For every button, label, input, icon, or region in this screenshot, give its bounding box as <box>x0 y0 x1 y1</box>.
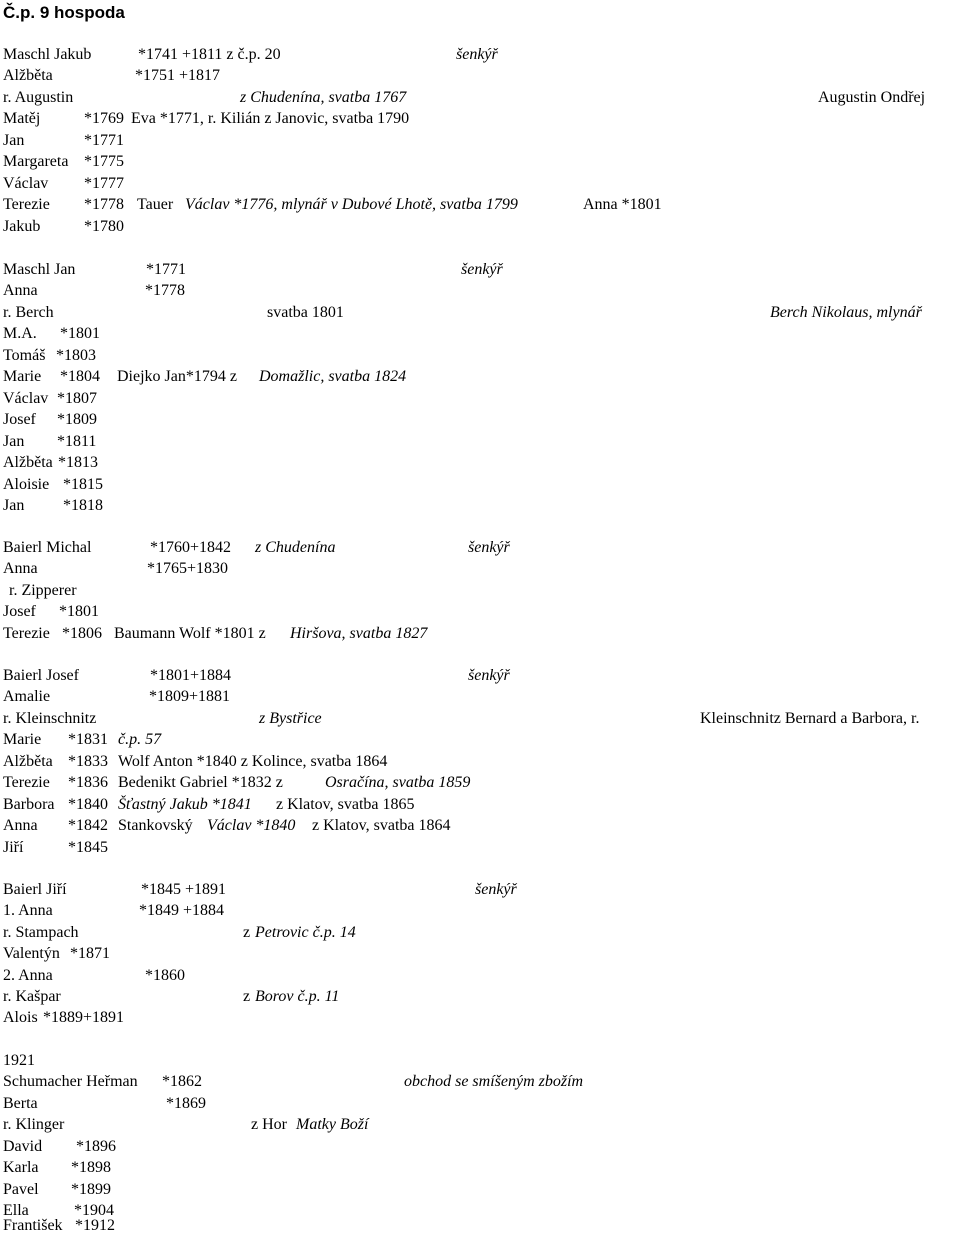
wife-name: 1. Anna <box>3 902 53 919</box>
head-occupation: šenkýř <box>468 539 510 556</box>
family-5-wife-2 <box>0 965 960 986</box>
child-name: Jan <box>3 132 25 149</box>
spouse-name: Baumann Wolf *1801 z <box>114 625 266 642</box>
family-3-wife <box>0 558 960 579</box>
child-row <box>0 837 960 858</box>
child-name: Alois <box>3 1009 38 1026</box>
child-row <box>0 729 960 750</box>
head-name: Maschl Jan <box>3 261 76 278</box>
child-birth: *1845 <box>68 839 108 856</box>
family-6-head <box>0 1071 960 1092</box>
head-dates: *1845 +1891 <box>141 881 227 898</box>
child-birth: *1811 <box>57 433 97 450</box>
wife-dates: *1765+1830 <box>147 560 229 577</box>
child-birth: *1831 <box>68 731 108 748</box>
child-row <box>0 751 960 772</box>
child-row <box>0 173 960 194</box>
child-birth: *1775 <box>84 153 124 170</box>
family-5-wife-1 <box>0 900 960 921</box>
maiden-origin: z Chudenína, svatba 1767 <box>240 89 407 106</box>
family-3-maiden <box>0 580 960 601</box>
child-name: František <box>3 1217 63 1234</box>
child-name: Václav <box>3 175 49 192</box>
child-row <box>0 323 960 344</box>
family-6-year <box>0 1050 960 1071</box>
head-dates: *1771 <box>146 261 186 278</box>
child-row <box>0 1157 960 1178</box>
spouse-detail: Václav *1776, mlynář v Dubové Lhotě, svatba 1799 <box>185 196 518 213</box>
child-name: Barbora <box>3 796 55 813</box>
child-name: Tomáš <box>3 347 46 364</box>
child-birth: *1804 <box>60 368 100 385</box>
spouse-name: Diejko Jan*1794 z <box>117 368 237 385</box>
child-row <box>0 151 960 172</box>
maiden-parents: Augustin Ondřej <box>818 89 926 106</box>
child-name: Václav <box>3 390 49 407</box>
spouse-detail: Hiršova, svatba 1827 <box>290 625 428 642</box>
head-name: Schumacher Heřman <box>3 1073 138 1090</box>
child-birth: *1801 <box>60 325 100 342</box>
child-birth: *1889+1891 <box>43 1009 125 1026</box>
child-birth: *1777 <box>84 175 124 192</box>
child-name: Marie <box>3 368 42 385</box>
wife-dates: *1809+1881 <box>149 688 231 705</box>
child-row <box>0 452 960 473</box>
child-name: Josef <box>3 411 36 428</box>
child-row <box>0 431 960 452</box>
child-name: Josef <box>3 603 36 620</box>
head-dates: *1862 <box>162 1073 202 1090</box>
child-name: Terezie <box>3 196 50 213</box>
maiden-name: r. Klinger <box>3 1116 65 1133</box>
child-birth: *1778 <box>84 196 124 213</box>
family-2-head <box>0 259 960 280</box>
family-1-wife <box>0 65 960 86</box>
child-birth: *1836 <box>68 774 108 791</box>
child-birth: *1813 <box>58 454 98 471</box>
child-name: Jakub <box>3 218 41 235</box>
child-row <box>0 1007 960 1028</box>
child-row <box>0 108 960 129</box>
head-dates: *1801+1884 <box>150 667 232 684</box>
child-birth: *1809 <box>57 411 97 428</box>
head-occupation: šenkýř <box>456 46 498 63</box>
maiden-name: r. Augustin <box>3 89 74 106</box>
head-name: Maschl Jakub <box>3 46 92 63</box>
family-1-maiden <box>0 87 960 108</box>
child-name: Jan <box>3 497 25 514</box>
maiden-name: r. Zipperer <box>9 582 77 599</box>
maiden-origin-prefix: z <box>243 988 251 1005</box>
child-row <box>0 1179 960 1200</box>
family-3-head <box>0 537 960 558</box>
child-birth: *1769 <box>84 110 124 127</box>
child-name: Karla <box>3 1159 39 1176</box>
wife-name: Amalie <box>3 688 51 705</box>
child-row <box>0 216 960 237</box>
head-name: Baierl Jiří <box>3 881 67 898</box>
child-row <box>0 474 960 495</box>
wife-name: Anna <box>3 282 38 299</box>
child-name: Terezie <box>3 625 50 642</box>
maiden-name: r. Stampach <box>3 924 79 941</box>
child-row <box>0 623 960 644</box>
child-birth: *1818 <box>63 497 103 514</box>
wife-name: Berta <box>3 1095 38 1112</box>
child-name: Jiří <box>3 839 24 856</box>
family-1-head <box>0 44 960 65</box>
year: 1921 <box>3 1052 35 1069</box>
child-name: Marie <box>3 731 42 748</box>
child-name: Anna <box>3 817 38 834</box>
family-2-maiden <box>0 302 960 323</box>
maiden-name: r. Berch <box>3 304 54 321</box>
head-name: Baierl Josef <box>3 667 79 684</box>
child-birth: *1833 <box>68 753 108 770</box>
family-6-wife <box>0 1093 960 1114</box>
spouse-name: Šťastný Jakub *1841 <box>118 796 252 813</box>
spouse-detail: z Klatov, svatba 1865 <box>276 796 415 813</box>
child-name: Matěj <box>3 110 41 127</box>
child-row <box>0 1215 960 1236</box>
child-note: Eva *1771, r. Kilián z Janovic, svatba 1790 <box>131 110 410 127</box>
head-occupation: šenkýř <box>475 881 517 898</box>
spouse-name: Bedenikt Gabriel *1832 z <box>118 774 283 791</box>
child-row <box>0 345 960 366</box>
wife-dates: *1849 +1884 <box>139 902 225 919</box>
maiden-parents: Berch Nikolaus, mlynář <box>770 304 922 321</box>
head-dates: *1741 +1811 z č.p. 20 <box>138 46 281 63</box>
wife-name: 2. Anna <box>3 967 53 984</box>
child-row <box>0 1136 960 1157</box>
child-name: Jan <box>3 433 25 450</box>
head-occupation: obchod se smíšeným zbožím <box>404 1073 584 1090</box>
page-title: Č.p. 9 hospoda <box>3 3 125 22</box>
child-birth: *1896 <box>76 1138 116 1155</box>
head-name: Baierl Michal <box>3 539 92 556</box>
wife-dates: *1751 +1817 <box>135 67 221 84</box>
wife-dates: *1869 <box>166 1095 206 1112</box>
wife-name: Alžběta <box>3 67 53 84</box>
child-birth: *1871 <box>70 945 110 962</box>
maiden-parents: Kleinschnitz Bernard a Barbora, r. <box>700 710 920 727</box>
child-name: Alžběta <box>3 454 53 471</box>
maiden-origin: Borov č.p. 11 <box>255 988 340 1005</box>
child-birth: *1801 <box>59 603 99 620</box>
family-2-wife <box>0 280 960 301</box>
child-birth: *1771 <box>84 132 124 149</box>
spouse-surname: Stankovský <box>118 817 193 834</box>
child-birth: *1899 <box>71 1181 111 1198</box>
child-row <box>0 815 960 836</box>
child-birth: *1904 <box>74 1202 114 1219</box>
child-birth: *1806 <box>62 625 102 642</box>
child-birth: *1898 <box>71 1159 111 1176</box>
child-birth: *1912 <box>75 1217 115 1234</box>
head-origin: z Chudenína <box>255 539 336 556</box>
child-address: č.p. 57 <box>118 731 162 748</box>
child-birth: *1815 <box>63 476 103 493</box>
maiden-origin-prefix: z <box>243 924 251 941</box>
wife-dates: *1778 <box>145 282 185 299</box>
family-4-head <box>0 665 960 686</box>
child-birth: *1780 <box>84 218 124 235</box>
maiden-origin: svatba 1801 <box>267 304 344 321</box>
spouse-detail: z Klatov, svatba 1864 <box>312 817 451 834</box>
maiden-origin: Matky Boží <box>296 1116 369 1133</box>
spouse-name: Wolf Anton *1840 z Kolince, svatba 1864 <box>118 753 388 770</box>
child-birth: *1803 <box>56 347 96 364</box>
child-name: Alžběta <box>3 753 53 770</box>
spouse-detail: Osračína, svatba 1859 <box>325 774 471 791</box>
spouse-name: Tauer <box>137 196 174 213</box>
maiden-origin: z Bystřice <box>259 710 322 727</box>
maiden-name: r. Kašpar <box>3 988 61 1005</box>
family-4-wife <box>0 686 960 707</box>
wife-name: Anna <box>3 560 38 577</box>
child-name: Ella <box>3 1202 29 1219</box>
head-occupation: šenkýř <box>461 261 503 278</box>
child-row <box>0 794 960 815</box>
family-4-maiden <box>0 708 960 729</box>
maiden-origin-prefix: z Hor <box>251 1116 287 1133</box>
grandchild: Anna *1801 <box>583 196 662 213</box>
child-name: Terezie <box>3 774 50 791</box>
child-row <box>0 366 960 387</box>
child-row <box>0 943 960 964</box>
spouse-name: Václav *1840 <box>207 817 296 834</box>
child-row <box>0 495 960 516</box>
child-name: Aloisie <box>3 476 50 493</box>
spouse-detail: Domažlic, svatba 1824 <box>259 368 407 385</box>
family-6-maiden <box>0 1114 960 1135</box>
child-row <box>0 772 960 793</box>
child-name: Valentýn <box>3 945 60 962</box>
family-5-maiden-2 <box>0 986 960 1007</box>
family-5-maiden-1 <box>0 922 960 943</box>
child-name: M.A. <box>3 325 37 342</box>
child-birth: *1807 <box>57 390 97 407</box>
head-dates: *1760+1842 <box>150 539 232 556</box>
child-row <box>0 388 960 409</box>
maiden-name: r. Kleinschnitz <box>3 710 97 727</box>
child-row <box>0 194 960 215</box>
head-occupation: šenkýř <box>468 667 510 684</box>
child-row <box>0 601 960 622</box>
child-row <box>0 409 960 430</box>
family-5-head <box>0 879 960 900</box>
child-name: David <box>3 1138 43 1155</box>
child-row <box>0 130 960 151</box>
child-name: Margareta <box>3 153 69 170</box>
child-name: Pavel <box>3 1181 39 1198</box>
child-birth: *1842 <box>68 817 108 834</box>
wife-dates: *1860 <box>145 967 185 984</box>
child-birth: *1840 <box>68 796 108 813</box>
maiden-origin: Petrovic č.p. 14 <box>255 924 356 941</box>
